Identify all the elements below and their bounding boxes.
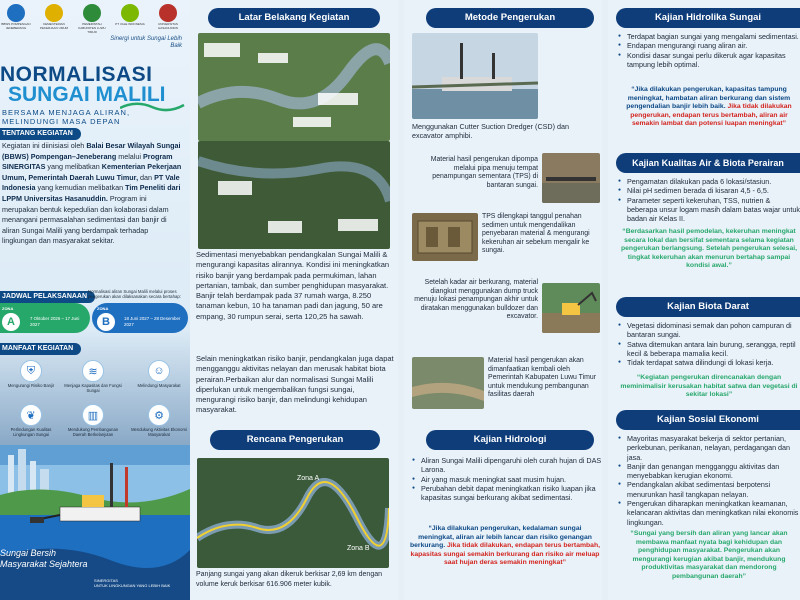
aerial-photo-village <box>198 141 390 249</box>
about-heading: TENTANG KEGIATAN <box>0 128 81 140</box>
bbws-emblem-icon <box>7 4 25 22</box>
bullet-item: ● Terdapat bagian sungai yang mengalami sedimentasi. <box>618 32 800 41</box>
pupr-emblem-icon <box>45 4 63 22</box>
bullet-item: ● Endapan mengurangi ruang aliran air. <box>618 41 800 50</box>
metode-heading: Metode Pengerukan <box>426 8 594 28</box>
dredging-plan-map <box>197 458 389 568</box>
title-line-2: SUNGAI MALILI <box>8 83 166 106</box>
background-column <box>190 0 398 600</box>
bullet-item: ● Pendangkalan akibat sedimentasi berpotensi menurunkan hasil tangkapan nelayan. <box>618 480 800 499</box>
leaf-icon: ❦ <box>20 404 42 426</box>
manfaat-label: Perlindungan Kualitas Lingkungan Sungai <box>10 427 52 437</box>
manfaat-item <box>64 360 122 393</box>
building-icon: ▥ <box>82 404 104 426</box>
about-text-part: melalui <box>116 151 143 161</box>
rencana-heading: Rencana Pengerukan <box>210 430 380 450</box>
kabupaten-emblem-icon <box>83 4 101 22</box>
about-text-part: Program ini merupakan bentuk kepedulian dan kolaborasi dalam menangani permasalahan sedimentasi dan banjir di aliran Sungai Malili yang berdampak terhadap lingkungan dan masyarakat sekitar. <box>2 193 169 246</box>
manfaat-label: Melindungi Masyarakat <box>137 383 181 388</box>
bullet-item: ● Parameter seperti kekeruhan, TSS, nutrien & beberapa unsur logam masih dalam batas wajar untuk badan air Kelas II. <box>618 196 800 224</box>
hidrolika-quote-red: Jika tidak dilakukan pengerukan, endapan terus bertambah, aliran air semakin lambat dan potensi luapan meningkat” <box>630 103 792 128</box>
footer-script-line-1: Sungai Bersih <box>0 548 57 558</box>
bullet-item: ● Vegetasi didominasi semak dan pohon campuran di bantaran sungai. <box>618 321 800 340</box>
about-text-part: PT Vale Indonesia <box>2 172 180 193</box>
hidrolika-heading: Kajian Hidrolika Sungai <box>616 8 800 28</box>
slogan-line-1: BERSAMA MENJAGA ALIRAN, <box>2 108 131 117</box>
sosial-bullets <box>618 434 800 527</box>
manfaat-item <box>2 404 60 437</box>
about-text-part: yang melibatkan <box>45 162 102 172</box>
road-photo <box>412 357 484 409</box>
logo-caption: PT VALE INDONESIA <box>115 22 145 26</box>
dredger-photo <box>412 33 538 119</box>
tps-photo <box>412 213 478 261</box>
step-3-text: Setelah kadar air berkurang, material diangkut menggunakan dump truck menuju lokasi penampungan akhir untuk diratakan menggunakan bulldozer dan excavator. <box>414 279 538 321</box>
gears-icon: ⚙ <box>148 404 170 426</box>
dredger-hero-illustration <box>0 445 190 600</box>
tagline: Sinergi untuk Sungai Lebih Baik <box>110 36 182 49</box>
footer-sinergitas <box>94 578 170 588</box>
studies-column <box>608 0 800 600</box>
kualitas-heading: Kajian Kualitas Air & Biota Perairan <box>616 153 800 173</box>
bullet-item: ● Satwa ditemukan antara lain burung, serangga, reptil kecil & beberapa mamalia kecil. <box>618 340 800 359</box>
zone-a-label: ZONA <box>2 306 14 311</box>
aerial-photo-river <box>198 33 390 141</box>
bullet-item: ● Tidak terdapat satwa dilindungi di lokasi kerja. <box>618 358 800 367</box>
zone-a-dates: 7 Oktober 2026 – 17 Juni 2027 <box>30 316 80 327</box>
logo-caption: BBWS POMPENGAN JENEBERANG <box>1 22 31 30</box>
manfaat-heading: MANFAAT KEGIATAN <box>0 343 81 355</box>
bullet-item: ● Aliran Sungai Malili dipengaruhi oleh curah hujan di DAS Larona. <box>412 456 602 475</box>
logo-kabupaten <box>76 4 108 34</box>
sinergitas-label: SINERGITAS <box>94 578 118 583</box>
about-text-part: Kegiatan ini diinisiasi oleh <box>2 141 87 150</box>
partner-logos <box>0 4 190 38</box>
logo-caption: PEMERINTAH KABUPATEN LUWU TIMUR <box>78 22 106 34</box>
about-text-part: Tim Peneliti dari LPPM Universitas Hasanuddin. <box>2 183 181 203</box>
manfaat-item <box>130 404 188 437</box>
jadwal-heading: JADWAL PELAKSANAAN <box>0 291 95 303</box>
about-text-part: dan <box>138 172 155 182</box>
people-icon: ☺ <box>148 360 170 382</box>
sosial-quote: “Sungai yang bersih dan aliran yang lancar akan membawa manfaat nyata bagi kehidupan dan penghidupan masyarakat. Pengerukan akan mengurangi kerugian akibat banjir, mendukung produktivitas masyarakat dan mendorong pembangunan daerah” <box>630 530 788 580</box>
excavator-photo <box>542 283 600 333</box>
logo-caption: KEMENTERIAN PEKERJAAN UMUM <box>39 22 68 30</box>
unhas-emblem-icon <box>159 4 177 22</box>
step-4-text: Material hasil pengerukan akan dimanfaatkan kembali oleh Pemerintah Kabupaten Luwu Timur untuk mendukung pembangunan fasilitas daerah <box>488 357 597 399</box>
bullet-item: ● Air yang masuk meningkat saat musim hujan. <box>412 475 602 484</box>
footer-script-line-2: Masyarakat Sejahtera <box>0 559 88 569</box>
title-line-1: NORMALISASI <box>0 63 153 86</box>
hidrolika-bullets <box>618 32 800 69</box>
logo-caption: UNIVERSITAS HASANUDDIN <box>158 22 178 30</box>
about-text-part: Kementerian Pekerjaan Umum, Pemerintah Daerah Luwu Timur, <box>2 162 182 182</box>
shield-icon: ⛨ <box>20 360 42 382</box>
footer-tagline <box>0 548 88 570</box>
latar-text-1: Sedimentasi menyebabkan pendangkalan Sungai Malili & mengurangi kapasitas alirannya. Kondisi ini meningkatkan risiko banjir yang berdampak pada permukiman, lahan pertanian, tambak, dan sumber penghidupan masyarakat. Banjir telah berdampak pada 37 rumah warga, 8.250 tanaman kebun, 10 ha tanaman padi dan jagung, 50 are empang, 30 rumpun serai, serta 120,25 ha sawah. <box>196 250 390 321</box>
manfaat-label: Mendukung Pembangunan Daerah Berkelanjutan <box>67 427 119 437</box>
step-1-text: Material hasil pengerukan dipompa melalui pipa menuju tempat penampungan sementara (TPS) di bantaran sungai. <box>430 156 538 189</box>
bullet-item: ● Pengamatan dilakukan pada 6 lokasi/stasiun. <box>618 177 800 186</box>
cover-column <box>0 0 190 600</box>
hidrolika-quote-blue: “Jika dilakukan pengerukan, kapasitas tampung meningkat, hambatan aliran berkurang dan sistem pengendalian banjir lebih baik. <box>626 86 791 111</box>
darat-quote: “Kegiatan pengerukan direncanakan dengan meminimalisir kerusakan habitat satwa dan vegetasi di sekitar lokasi” <box>620 374 798 399</box>
kualitas-bullets <box>618 177 800 223</box>
darat-heading: Kajian Biota Darat <box>616 297 800 317</box>
logo-bbws <box>0 4 32 30</box>
hidrologi-heading: Kajian Hidrologi <box>426 430 594 450</box>
jadwal-note: Normalisasi aliran Sungai Malili melalui proses pengerukan akan dilaksanakan secara bertahap: <box>88 289 181 300</box>
bullet-item: ● Perubahan debit dapat meningkatkan risiko luapan jika kapasitas sungai berkurang akibat sedimentasi. <box>412 484 602 503</box>
kualitas-quote: “Berdasarkan hasil pemodelan, kekeruhan meningkat secara lokal dan bersifat sementara selama kegiatan pengerukan berlangsung. Setelah pengerukan selesai, tingkat kekeruhan akan menurun bertahap sampai kondisi awal.” <box>620 228 798 270</box>
rencana-text: Panjang sungai yang akan dikeruk berkisar 2,69 km dengan volume keruk berkisar 616.906 meter kubik. <box>196 571 383 588</box>
slogan-line-2: MELINDUNGI MASA DEPAN <box>2 117 121 126</box>
hidrologi-quote-blue: “Jika dilakukan pengerukan, kedalaman sungai meningkat, aliran air lebih lancar dan risiko genangan berkurang. <box>410 525 592 550</box>
about-text-part: yang kemudian melibatkan <box>35 183 126 193</box>
about-text-part: Balai Besar Wilayah Sungai (BBWS) Pompengan–Jeneberang <box>2 141 181 161</box>
manfaat-label: Menjaga Kapasitas dan Fungsi Sungai <box>64 383 122 393</box>
latar-text-2: Selain meningkatkan risiko banjir, pendangkalan juga dapat mengganggu aktivitas nelayan dan merusak habitat biota perairan.Perbaikan alur dan normalisasi Sungai Malili diperlukan untuk mengembalikan fungsi sungai, mengurangi risiko banjir, dan melindungi kehidupan masyarakat. <box>196 354 394 415</box>
manfaat-label: Mendukung Aktivitas Ekonomi Masyarakat <box>131 427 187 437</box>
river-icon: ≋ <box>82 360 104 382</box>
pipe-photo <box>542 153 600 203</box>
about-text <box>2 141 182 247</box>
method-column <box>404 0 602 600</box>
hidrolika-quote <box>618 86 800 129</box>
bullet-item: ● Nilai pH sedimen berada di kisaran 4,5 - 6,5. <box>618 186 800 195</box>
latar-heading: Latar Belakang Kegiatan <box>208 8 380 28</box>
map-label-zona-b: Zona B <box>347 545 370 552</box>
manfaat-label: Mengurangi Risiko Banjir <box>7 383 55 388</box>
zone-a-letter: A <box>2 313 20 331</box>
bullet-item: ● Kondisi dasar sungai perlu dikeruk agar kapasitas tampung lebih optimal. <box>618 51 800 70</box>
about-text-part: Program SINERGITAS <box>2 151 173 172</box>
logo-unhas <box>152 4 184 30</box>
manfaat-item <box>64 404 122 437</box>
zone-b-dates: 18 Juni 2027 – 28 Desember 2027 <box>124 316 181 327</box>
map-label-zona-a: Zona A <box>297 475 320 482</box>
bullet-item: ● Mayoritas masyarakat bekerja di sektor pertanian, perkebunan, perikanan, nelayan, perdagangan dan jasa. <box>618 434 800 462</box>
sosial-heading: Kajian Sosial Ekonomi <box>616 410 800 430</box>
bullet-item: ● Pengerukan diharapkan meningkatkan keamanan, kelancaran aktivitas dan meningkatkan nilai ekonomis lingkungan. <box>618 499 800 527</box>
zone-b-label: ZONA <box>97 306 109 311</box>
hidrologi-bullets <box>412 456 602 502</box>
vale-emblem-icon <box>121 4 139 22</box>
hidrologi-quote <box>410 525 600 568</box>
hidrologi-quote-red: Jika tidak dilakukan, endapan terus bertambah, kapasitas sungai semakin berkurang dan risiko air meluap saat hujan deras semakin meningkat” <box>410 542 600 567</box>
metode-caption: Menggunakan Cutter Suction Dredger (CSD) dan excavator amphibi. <box>412 122 570 141</box>
darat-bullets <box>618 321 800 367</box>
step-2-text: TPS dilengkapi tanggul penahan sedimen untuk mengendalikan penyebaran material & mengurangi kekeruhan air sebelum mengalir ke sungai. <box>482 213 590 255</box>
logo-pupr <box>38 4 70 30</box>
manfaat-item <box>2 360 60 388</box>
sinergitas-sub: UNTUK LINGKUNGAN YANG LEBIH BAIK <box>94 583 171 588</box>
manfaat-item <box>130 360 188 388</box>
slogan <box>2 108 130 126</box>
zone-b-letter: B <box>97 313 115 331</box>
bullet-item: ● Banjir dan genangan mengganggu aktivitas dan menyebabkan kerugian ekonomi. <box>618 462 800 481</box>
logo-vale <box>114 4 146 26</box>
